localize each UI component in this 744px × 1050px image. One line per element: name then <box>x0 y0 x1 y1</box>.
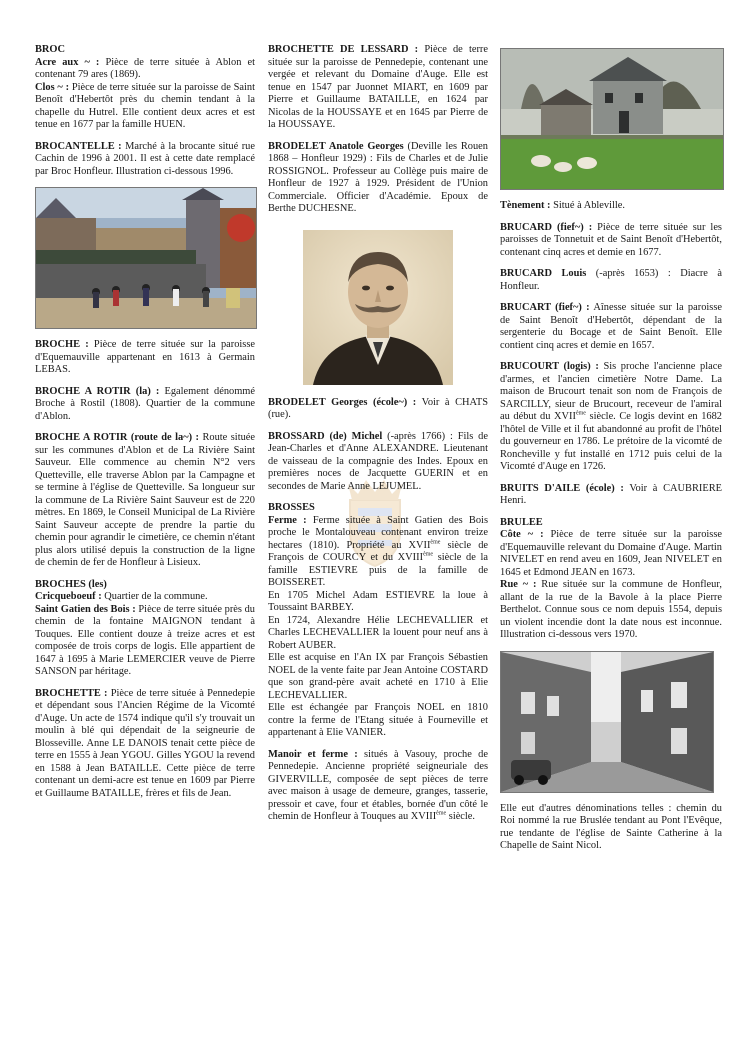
entry-text: Situé à Ableville. <box>553 200 625 211</box>
street-photo <box>500 651 714 793</box>
headword: BROSSARD (de) Michel <box>268 430 383 442</box>
subheadword: Rue ~ : <box>500 579 537 590</box>
subheadword: Ferme : <box>268 514 307 526</box>
entry-brochette-lessard <box>268 44 488 132</box>
headword: BRUCARD (fief~) : <box>500 221 593 233</box>
entry-brochette <box>35 688 255 801</box>
entry-text: Pièce de terre située sur la paroisse de Pennedepie, contenant une vergée et relevant du Domaine d'Auge. Elle est tenue en 1547 par Juonnet MIART, en 1609 par Pierre et Guillaume BATAILLE, en 1624 par Nicolas de la HOUSSAYE et en 1645 par Pierre de la HOUSSAYE. <box>268 44 488 130</box>
subheadword: Tènement : <box>500 200 551 211</box>
headword: BRULEE <box>500 516 543 528</box>
entry-text: Pièce de terre située sur les paroisses de Tonnetuit et de Saint Benoît d'Hebertôt, contenant cinq acres et demie en 1677. <box>500 221 722 258</box>
portrait-photo <box>303 230 453 385</box>
entry-text: siècle. Ce logis devint en 1682 l'hôtel de Ville et il fut abandonné au profit de l'hôtel du gouverneur en 1786. Le prétoire de la vicomté de Roncheville y fut installé en 1712 puis celui de la Vicomté d'Auge en 1726. <box>500 411 722 472</box>
entry-text: Marché à la brocante situé rue Cachin de 1996 à 2001. Il est à cette date remplacé par Broc Honfleur. Illustration ci-dessous 1996. <box>35 140 255 177</box>
entry-text: Aînesse située sur la paroisse de Saint Benoît d'Hebertôt, dépendant de la sergenterie du Bocage et de Saint Benoît. Elle contient cinq acres et demie en 1657. <box>500 302 722 351</box>
entry-brosses <box>268 502 488 824</box>
column-right <box>500 48 722 862</box>
entry-broche-route <box>35 432 255 570</box>
headword: BRODELET Anatole Georges <box>268 140 404 152</box>
subheadword: Cricqueboeuf : <box>35 591 102 602</box>
entry-text: (Deville les Rouen 1868 – Honfleur 1929) : Fils de Charles et de Julie ROSSIGNOL. Professeur au Collège puis maire de Honfleur de 1927 à 1929. Président de l'Union Commerciale. Officier d'Académie. Epoux de Berthe DUCHESNE. <box>268 140 488 214</box>
headword: BROCHETTE : <box>35 687 108 699</box>
entry-brulee <box>500 517 722 642</box>
entry-text: Sis proche l'ancienne place d'armes, et l'ancien cimetière Notre Dame. La maison de Brucourt tenait son nom de François de SARCILLY, sieur de Brucourt, receveur de l'amiral au début du XVII <box>500 361 722 422</box>
subheadword: Clos ~ : <box>35 81 70 93</box>
market-photo <box>35 187 257 329</box>
entry-broche <box>35 339 255 377</box>
entry-text: En 1724, Alexandre Hélie LECHEVALLIER et Charles LECHEVALLIER la louent pour neuf ans à Robert AUBER. <box>268 614 488 651</box>
entry-text: Voir à CAUBRIERE Henri. <box>500 482 722 506</box>
headword: BRUCARD Louis <box>500 268 587 279</box>
entry-text: Route située sur les communes d'Ablon et de La Rivière Saint Sauveur. Elle commence au chemin N°2 vers Quetteville, elle traverse Ablon par la Campagne et se termine à l'église de Quetteville. Sa longueur sur la commune de La Rivière Saint Sauveur est de 220 mètres. En 1869, le Conseil Municipal de La Rivière Saint Sauveur accepte de prendre la partie du chemin pour agrandir le cimetière, ce chemin n'étant plus alors utilisé depuis la construction de la ligne de chemin de fer de Honfleur à Lisieux. <box>35 432 255 568</box>
entry-text: Pièce de terre située à Ablon et contenant 79 ares (1869). <box>35 56 255 80</box>
subheadword: Manoir et ferme : <box>268 748 358 760</box>
entry-broches <box>35 579 255 679</box>
entry-text: Quartier de la commune. <box>104 591 208 602</box>
subheadword: Côte ~ : <box>500 529 544 540</box>
farm-photo <box>500 48 724 190</box>
entry-brulee-suite <box>500 803 722 853</box>
headword: BROCHETTE DE LESSARD : <box>268 44 419 55</box>
entry-text: Voir à CHATS (rue). <box>268 396 488 420</box>
entry-brocantelle <box>35 141 255 179</box>
entry-bruits <box>500 483 722 508</box>
entry-text: Pièce de terre située sur la paroisse d'Equemauville appartenant en 1613 à Germain LEBAS. <box>35 339 255 375</box>
entry-text: Ferme située à Saint Gatien des Bois proche le Montalouveau contenant environ treize hectares (1810). Propriété au XVII <box>268 514 488 551</box>
entry-brucard-louis <box>500 268 722 293</box>
headword: BROSSES <box>268 502 315 513</box>
superscript: ème <box>575 410 586 417</box>
headword: BROCHE A ROTIR (route de la~) : <box>35 432 199 443</box>
superscript: ème <box>423 551 434 558</box>
subheadword: Saint Gatien des Bois : <box>35 603 136 615</box>
headword: BROC <box>35 44 66 55</box>
column-left <box>35 44 255 809</box>
entry-brucart <box>500 302 722 352</box>
superscript: ème <box>436 810 447 817</box>
entry-text: siècle. <box>446 811 476 822</box>
entry-broc <box>35 44 255 132</box>
column-middle <box>268 44 488 833</box>
entry-text: situés à Vasouy, proche de Pennedepie. Ancienne propriété seigneuriale des GIVERVILLE, composée de sept pièces de terre avec maison à usage de demeure, granges, tasserie, pressoir et cave, four et étables, bornée d'un côté le chemin de Honfleur à Touques au XVIII <box>268 748 488 822</box>
headword: BRODELET Georges (école~) : <box>268 396 417 408</box>
entry-text: Elle eut d'autres dénominations telles : chemin du Roi nommé la rue Bruslée tendant au Pont l'Evêque, rue tendante de l'église de Sainte Catherine à la Chapelle de Saint Nicol. <box>500 802 722 851</box>
headword: BROCANTELLE : <box>35 140 122 152</box>
entry-brucourt <box>500 361 722 474</box>
headword: BRUCART (fief~) : <box>500 302 590 313</box>
entry-text: Pièce de terre située près du chemin de la fontaine MAIGNON tendant à Touques. Elle contient douze à treize acres et est composée de trois corps de logis. Elle appartient de 1647 à 1695 à Marie LEMERCIER veuve de Pierre SANSON par héritage. <box>35 603 255 677</box>
entry-text: Rue située sur la commune de Honfleur, allant de la rue de la Bavole à la place Pierre Berthelot. Connue sous ce nom depuis 1554, depuis un violent incendie dont la date nous est inconnue. Illustration ci-dessous vers 1970. <box>500 579 722 640</box>
entry-brossard <box>268 431 488 494</box>
entry-tenement <box>500 200 722 213</box>
entry-text: Pièce de terre située sur la paroisse d'Equemauville relevant du Domaine d'Auge. Martin NIVELET en rend aveu en 1609, Jean NIVELET en 1645 et Edmond JEAN en 1673. <box>500 529 722 578</box>
headword: BROCHE A ROTIR (la) : <box>35 385 160 397</box>
entry-text: siècle de François de COURCY et du XVIII <box>268 539 489 563</box>
entry-text: Elle est échangée par François NOEL en 1810 contre la ferme de l'Etang située à Fourneville et appartenant à Elie VANIER. <box>268 702 488 738</box>
entry-text: Egalement dénommé Broche à Rostil (1808). Quartier de la commune d'Ablon. <box>35 385 255 422</box>
entry-text: Pièce de terre située à Pennedepie et dépendant sous l'Ancien Régime de la Vicomté d'Auge. Un acte de 1574 indique qu'il s'y trouvait un moulin à blé qui dépendait de la seigneurie de Blosseville. Anne LE DANOIS tenait cette pièce de terre en 1555 à Jean YGOU. Gilles YGOU la revend en 1588 à Jean BATAILLE. Cette pièce de terre contenant un demi-acre est tenue en 1609 par Pierre et Guillaume BATAILLE, frères et fils de Jean. <box>35 687 255 799</box>
entry-brodelet-ecole <box>268 397 488 422</box>
headword: BRUCOURT (logis) : <box>500 361 599 372</box>
subheadword: Acre aux ~ : <box>35 56 100 68</box>
headword: BROCHES (les) <box>35 578 107 590</box>
entry-text: Pièce de terre située sur la paroisse de Saint Benoît d'Hebertôt près du chemin tendant à la chapelle du Hutrel. Elle contient deux acres et est tenue en 1677 par la famille HUEN. <box>35 81 255 130</box>
entry-brucard-fief <box>500 222 722 260</box>
entry-text: siècle de la famille ESTIEVRE puis de la famille de BOISSERET. <box>268 552 488 588</box>
superscript: ème <box>430 539 441 546</box>
headword: BRUITS D'AILE (école) : <box>500 482 624 494</box>
entry-text: Elle est acquise en l'An IX par François Sébastien NOEL de la vente faite par Jean Antoine COSTARD que son grand-père avait acheté en 1710 à Elie LECHEVALLIER. <box>268 652 488 701</box>
entry-text: En 1705 Michel Adam ESTIEVRE la loue à Toussaint BARBEY. <box>268 589 488 613</box>
entry-broche-a-rotir <box>35 386 255 424</box>
headword: BROCHE : <box>35 339 89 350</box>
entry-text: (-après 1766) : Fils de Jean-Charles et d'Anne ALEXANDRE. Lieutenant de vaisseau de la compagnie des Indes. Epoux en premières noces de Jacquette GUERIN et en secondes de Marie Anne LEJUMEL. <box>268 430 488 492</box>
entry-text: (-après 1653) : Diacre à Honfleur. <box>500 268 722 292</box>
entry-brodelet-anatole <box>268 141 488 216</box>
